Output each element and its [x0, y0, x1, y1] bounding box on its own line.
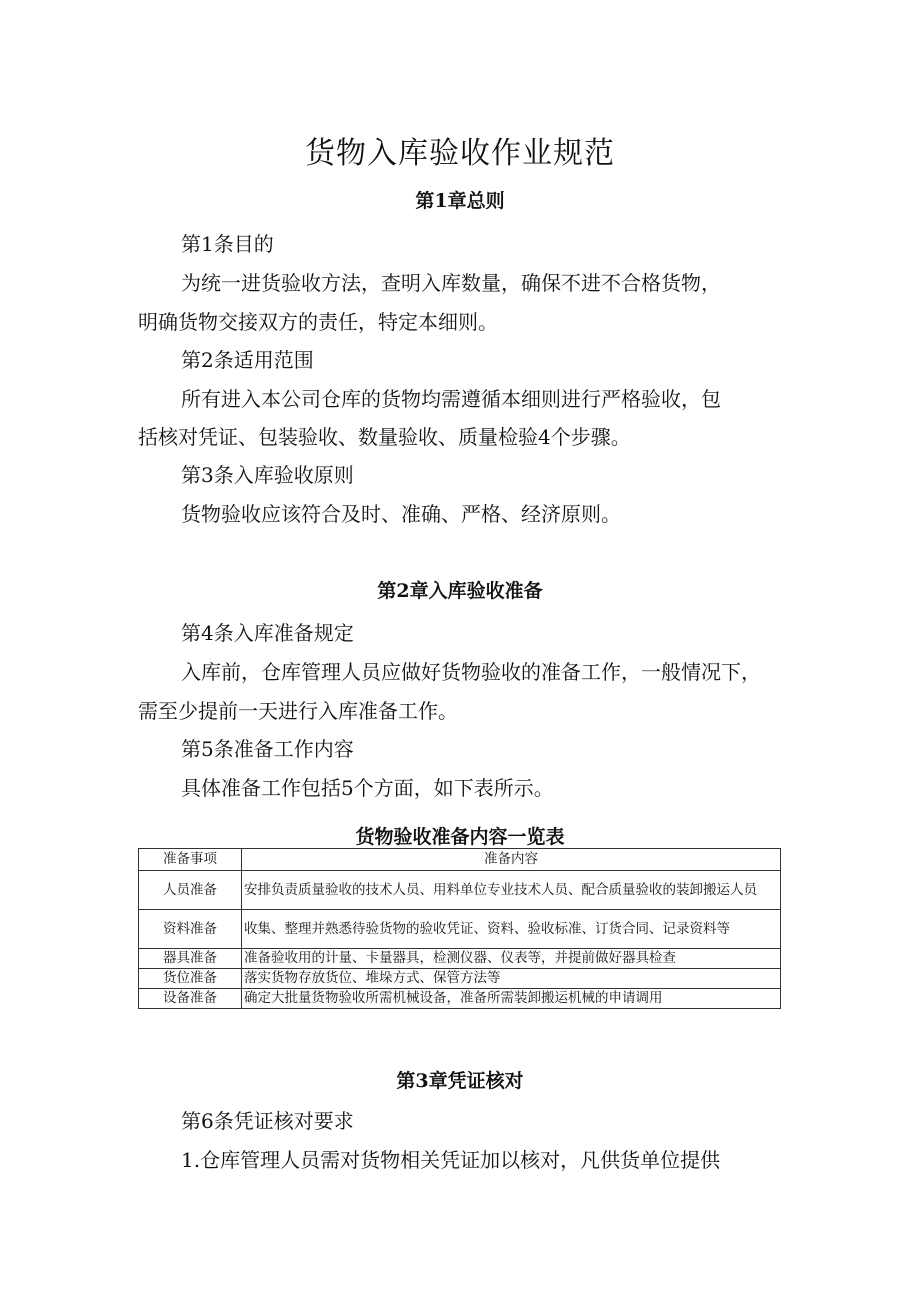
- table-row: [139, 989, 781, 1009]
- article-4-heading: 第4条入库准备规定: [181, 621, 354, 645]
- table-cell-content: 确定大批量货物验收所需机械设备，准备所需装卸搬运机械的申请调用: [242, 989, 781, 1009]
- table-cell-content: 落实货物存放货位、堆垛方式、保管方法等: [242, 969, 781, 989]
- table-cell-content: 收集、整理并熟悉待验货物的验收凭证、资料、验收标准、订货合同、记录资料等: [242, 910, 781, 949]
- article-1-line-2: 明确货物交接双方的责任，特定本细则。: [138, 310, 498, 334]
- article-5-line-1: 具体准备工作包括5个方面，如下表所示。: [181, 776, 554, 800]
- chapter-1-heading: 第1章总则: [415, 190, 505, 212]
- document-title: 货物入库验收作业规范: [305, 136, 615, 171]
- table-cell-item: 设备准备: [139, 989, 242, 1009]
- table-row: [139, 969, 781, 989]
- article-2-line-1: 所有进入本公司仓库的货物均需遵循本细则进行严格验收，包: [181, 387, 721, 411]
- article-6-heading: 第6条凭证核对要求: [181, 1109, 354, 1133]
- article-3-line-1: 货物验收应该符合及时、准确、严格、经济原则。: [181, 502, 621, 526]
- table-row: [139, 949, 781, 969]
- table-title: 货物验收准备内容一览表: [355, 826, 565, 848]
- article-2-line-2: 括核对凭证、包装验收、数量验收、质量检验4个步骤。: [138, 425, 631, 449]
- table-row: [139, 910, 781, 949]
- table-cell-content: 安排负责质量验收的技术人员、用料单位专业技术人员、配合质量验收的装卸搬运人员: [242, 871, 781, 910]
- table-cell-item: 人员准备: [139, 871, 242, 910]
- table-row: [139, 871, 781, 910]
- article-6-line-1: 1.仓库管理人员需对货物相关凭证加以核对，凡供货单位提供: [181, 1148, 721, 1172]
- table-cell-item: 资料准备: [139, 910, 242, 949]
- preparation-table: [138, 848, 781, 1009]
- table-header-row: [139, 849, 781, 871]
- table-cell-content: 准备验收用的计量、卡量器具，检测仪器、仪表等，并提前做好器具检查: [242, 949, 781, 969]
- article-1-line-1: 为统一进货验收方法，查明入库数量，确保不进不合格货物，: [181, 271, 721, 295]
- article-2-heading: 第2条适用范围: [181, 348, 314, 372]
- article-3-heading: 第3条入库验收原则: [181, 463, 354, 487]
- article-4-line-1: 入库前，仓库管理人员应做好货物验收的准备工作，一般情况下，: [181, 660, 761, 684]
- table-header-content: 准备内容: [242, 849, 781, 871]
- table-cell-item: 器具准备: [139, 949, 242, 969]
- chapter-3-heading: 第3章凭证核对: [396, 1070, 524, 1092]
- table-cell-item: 货位准备: [139, 969, 242, 989]
- table-header-item: 准备事项: [139, 849, 242, 871]
- article-1-heading: 第1条目的: [181, 232, 274, 256]
- article-5-heading: 第5条准备工作内容: [181, 737, 354, 761]
- chapter-2-heading: 第2章入库验收准备: [377, 580, 543, 602]
- article-4-line-2: 需至少提前一天进行入库准备工作。: [138, 699, 458, 723]
